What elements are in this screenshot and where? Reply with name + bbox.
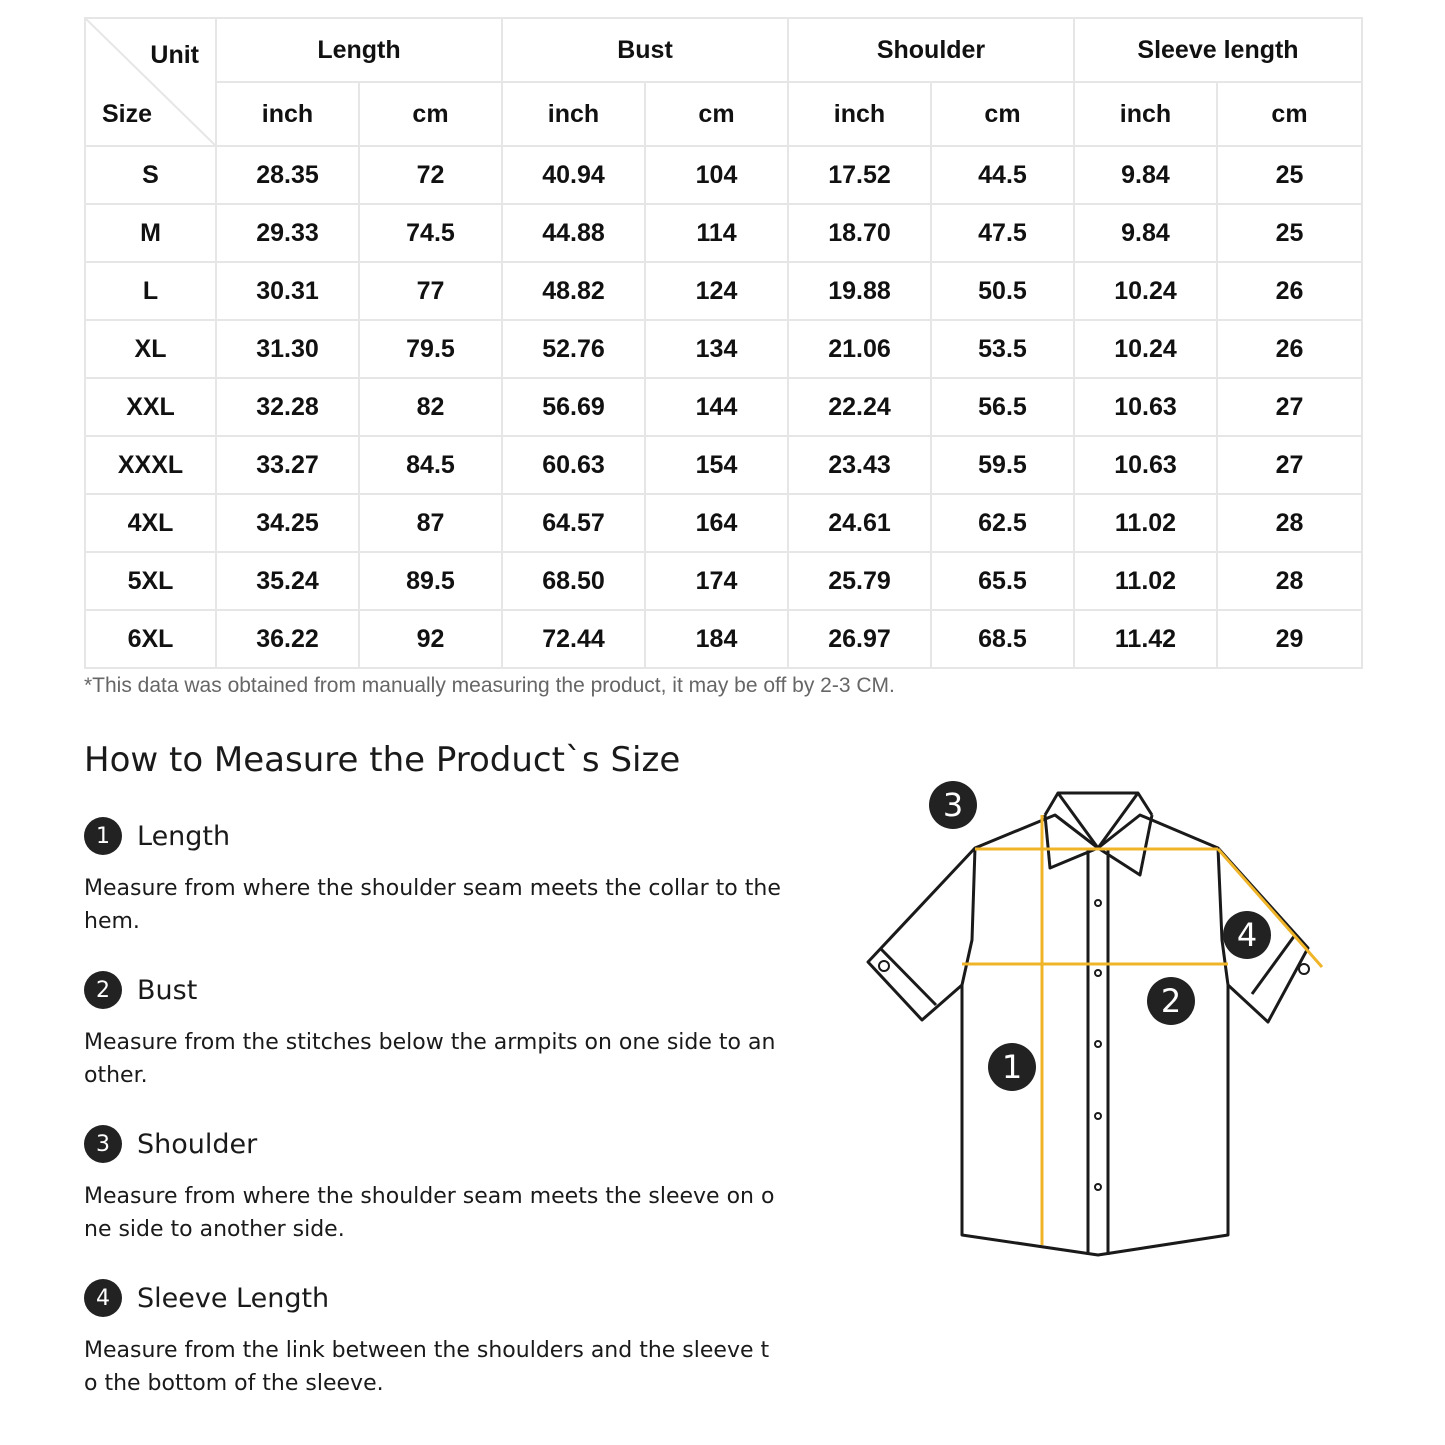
value-cell: 56.5 <box>931 378 1074 436</box>
value-cell: 65.5 <box>931 552 1074 610</box>
size-cell: S <box>85 146 216 204</box>
unit-size-corner-cell <box>85 18 216 146</box>
value-cell: 18.70 <box>788 204 931 262</box>
value-cell: 52.76 <box>502 320 645 378</box>
value-cell: 35.24 <box>216 552 359 610</box>
group-header-sleeve-length: Sleeve length <box>1074 18 1362 82</box>
value-cell: 164 <box>645 494 788 552</box>
measurement-lines <box>962 815 1322 1245</box>
size-row-xxxl <box>85 436 1362 494</box>
size-cell: 4XL <box>85 494 216 552</box>
step-description: Measure from where the shoulder seam meets the collar to the hem. <box>84 876 781 934</box>
value-cell: 44.5 <box>931 146 1074 204</box>
value-cell: 114 <box>645 204 788 262</box>
value-cell: 154 <box>645 436 788 494</box>
size-row-5xl <box>85 552 1362 610</box>
size-row-m <box>85 204 1362 262</box>
value-cell: 28 <box>1217 494 1362 552</box>
badge-bust-label: 2 <box>1160 982 1182 1020</box>
value-cell: 10.24 <box>1074 262 1217 320</box>
size-cell: XL <box>85 320 216 378</box>
group-header-shoulder: Shoulder <box>788 18 1074 82</box>
value-cell: 59.5 <box>931 436 1074 494</box>
value-cell: 27 <box>1217 436 1362 494</box>
value-cell: 32.28 <box>216 378 359 436</box>
step-description: Measure from the stitches below the armpits on one side to an other. <box>84 1030 776 1088</box>
value-cell: 26.97 <box>788 610 931 668</box>
value-cell: 28 <box>1217 552 1362 610</box>
value-cell: 48.82 <box>502 262 645 320</box>
size-cell: M <box>85 204 216 262</box>
corner-unit-label: Unit <box>150 41 199 69</box>
value-cell: 29.33 <box>216 204 359 262</box>
step-name: Shoulder <box>137 1128 258 1160</box>
size-row-s <box>85 146 1362 204</box>
step-number-badge: 3 <box>84 1125 122 1163</box>
value-cell: 10.63 <box>1074 378 1217 436</box>
step-shoulder <box>84 1124 784 1246</box>
value-cell: 124 <box>645 262 788 320</box>
value-cell: 134 <box>645 320 788 378</box>
size-row-6xl <box>85 610 1362 668</box>
value-cell: 26 <box>1217 320 1362 378</box>
value-cell: 82 <box>359 378 502 436</box>
value-cell: 62.5 <box>931 494 1074 552</box>
value-cell: 60.63 <box>502 436 645 494</box>
measurement-note: *This data was obtained from manually measuring the product, it may be off by 2-3 CM. <box>84 674 895 697</box>
value-cell: 9.84 <box>1074 146 1217 204</box>
step-name: Sleeve Length <box>137 1282 330 1314</box>
unit-header: cm <box>1217 82 1362 146</box>
badge-length-label: 1 <box>1001 1048 1023 1086</box>
howto-title: How to Measure the Product`s Size <box>84 740 681 780</box>
size-cell: L <box>85 262 216 320</box>
step-name: Bust <box>137 974 198 1006</box>
value-cell: 36.22 <box>216 610 359 668</box>
value-cell: 104 <box>645 146 788 204</box>
value-cell: 33.27 <box>216 436 359 494</box>
unit-header: inch <box>216 82 359 146</box>
unit-header: inch <box>788 82 931 146</box>
value-cell: 68.5 <box>931 610 1074 668</box>
value-cell: 64.57 <box>502 494 645 552</box>
size-row-l <box>85 262 1362 320</box>
value-cell: 31.30 <box>216 320 359 378</box>
value-cell: 72 <box>359 146 502 204</box>
size-row-xxl <box>85 378 1362 436</box>
unit-header: cm <box>931 82 1074 146</box>
value-cell: 9.84 <box>1074 204 1217 262</box>
value-cell: 77 <box>359 262 502 320</box>
step-number-badge: 2 <box>84 971 122 1009</box>
value-cell: 11.02 <box>1074 494 1217 552</box>
value-cell: 34.25 <box>216 494 359 552</box>
step-number-badge: 1 <box>84 817 122 855</box>
value-cell: 74.5 <box>359 204 502 262</box>
value-cell: 56.69 <box>502 378 645 436</box>
value-cell: 27 <box>1217 378 1362 436</box>
value-cell: 24.61 <box>788 494 931 552</box>
unit-header: cm <box>645 82 788 146</box>
value-cell: 84.5 <box>359 436 502 494</box>
step-length <box>84 816 784 938</box>
value-cell: 68.50 <box>502 552 645 610</box>
size-row-4xl <box>85 494 1362 552</box>
value-cell: 21.06 <box>788 320 931 378</box>
value-cell: 144 <box>645 378 788 436</box>
badge-sleeve-label: 4 <box>1236 916 1258 954</box>
value-cell: 25 <box>1217 204 1362 262</box>
size-row-xl <box>85 320 1362 378</box>
value-cell: 19.88 <box>788 262 931 320</box>
shirt-measurement-diagram <box>855 775 1335 1270</box>
size-cell: XXL <box>85 378 216 436</box>
value-cell: 11.42 <box>1074 610 1217 668</box>
value-cell: 28.35 <box>216 146 359 204</box>
size-chart-table <box>84 17 1363 669</box>
step-description: Measure from where the shoulder seam meets the sleeve on o ne side to another side. <box>84 1184 775 1242</box>
value-cell: 11.02 <box>1074 552 1217 610</box>
value-cell: 47.5 <box>931 204 1074 262</box>
value-cell: 92 <box>359 610 502 668</box>
value-cell: 23.43 <box>788 436 931 494</box>
value-cell: 184 <box>645 610 788 668</box>
value-cell: 26 <box>1217 262 1362 320</box>
value-cell: 10.24 <box>1074 320 1217 378</box>
value-cell: 10.63 <box>1074 436 1217 494</box>
corner-size-label: Size <box>102 100 153 128</box>
step-sleeve-length <box>84 1278 784 1400</box>
unit-header: inch <box>1074 82 1217 146</box>
step-name: Length <box>137 820 231 852</box>
step-number-badge: 4 <box>84 1279 122 1317</box>
value-cell: 17.52 <box>788 146 931 204</box>
value-cell: 30.31 <box>216 262 359 320</box>
size-cell: 5XL <box>85 552 216 610</box>
value-cell: 25 <box>1217 146 1362 204</box>
value-cell: 174 <box>645 552 788 610</box>
value-cell: 89.5 <box>359 552 502 610</box>
value-cell: 44.88 <box>502 204 645 262</box>
group-header-length: Length <box>216 18 502 82</box>
value-cell: 25.79 <box>788 552 931 610</box>
value-cell: 87 <box>359 494 502 552</box>
value-cell: 40.94 <box>502 146 645 204</box>
badge-shoulder-label: 3 <box>942 786 964 824</box>
value-cell: 53.5 <box>931 320 1074 378</box>
step-description: Measure from the link between the shoulders and the sleeve t o the bottom of the sleeve. <box>84 1338 770 1396</box>
size-cell: 6XL <box>85 610 216 668</box>
group-header-bust: Bust <box>502 18 788 82</box>
value-cell: 50.5 <box>931 262 1074 320</box>
size-cell: XXXL <box>85 436 216 494</box>
value-cell: 29 <box>1217 610 1362 668</box>
unit-header: inch <box>502 82 645 146</box>
step-bust <box>84 970 784 1092</box>
unit-header: cm <box>359 82 502 146</box>
value-cell: 22.24 <box>788 378 931 436</box>
value-cell: 79.5 <box>359 320 502 378</box>
value-cell: 72.44 <box>502 610 645 668</box>
shirt-outline <box>868 793 1308 1255</box>
